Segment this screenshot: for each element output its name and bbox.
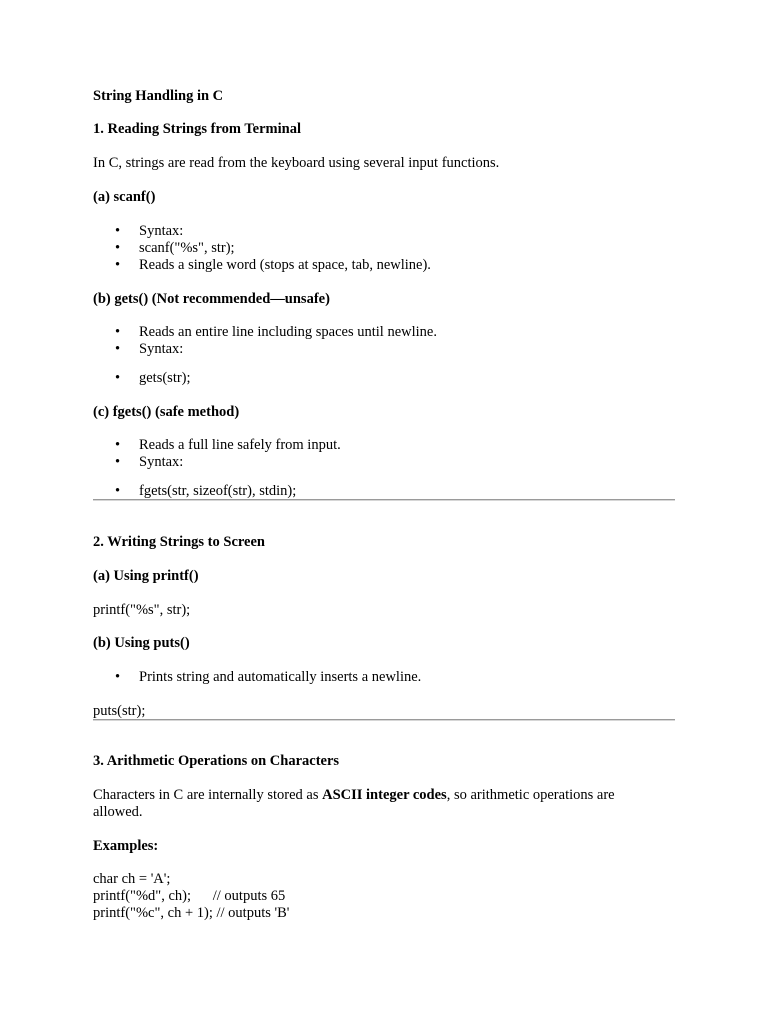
bullet-icon: •	[115, 324, 121, 340]
list-item: • Syntax:	[115, 223, 184, 239]
section-3-paragraph-line2: allowed.	[93, 804, 143, 820]
horizontal-rule	[93, 499, 675, 501]
list-item: • gets(str);	[115, 370, 191, 386]
horizontal-rule	[93, 719, 675, 721]
document-title: String Handling in C	[93, 88, 224, 104]
bullet-icon: •	[115, 437, 121, 453]
bullet-icon: •	[115, 257, 121, 273]
fgets-heading: (c) fgets() (safe method)	[93, 404, 240, 420]
section-3-heading: 3. Arithmetic Operations on Characters	[93, 753, 340, 769]
section-1-heading: 1. Reading Strings from Terminal	[93, 121, 301, 137]
bullet-icon: •	[115, 370, 121, 386]
section-1-intro: In C, strings are read from the keyboard using several input functions.	[93, 155, 500, 171]
bullet-icon: •	[115, 483, 121, 499]
printf-code: printf("%s", str);	[93, 602, 191, 618]
list-item: • Syntax:	[115, 341, 184, 357]
puts-code: puts(str);	[93, 703, 146, 719]
section-3-paragraph: Characters in C are internally stored as ASCII integer codes, so arithmetic operations are	[93, 787, 615, 803]
bullet-icon: •	[115, 454, 121, 470]
section-2-heading: 2. Writing Strings to Screen	[93, 534, 265, 550]
bullet-icon: •	[115, 223, 121, 239]
list-item: • Reads a full line safely from input.	[115, 437, 341, 453]
list-item: • Syntax:	[115, 454, 184, 470]
list-item: • Reads a single word (stops at space, tab, newline).	[115, 257, 431, 273]
code-line: printf("%c", ch + 1); // outputs 'B'	[93, 905, 290, 921]
examples-heading: Examples:	[93, 838, 159, 854]
bullet-icon: •	[115, 669, 121, 685]
printf-heading: (a) Using printf()	[93, 568, 199, 584]
list-item: • Reads an entire line including spaces until newline.	[115, 324, 437, 340]
puts-heading: (b) Using puts()	[93, 635, 190, 651]
gets-heading: (b) gets() (Not recommended—unsafe)	[93, 291, 330, 307]
scanf-heading: (a) scanf()	[93, 189, 156, 205]
list-item: • scanf("%s", str);	[115, 240, 235, 256]
code-line: printf("%d", ch); // outputs 65	[93, 888, 286, 904]
list-item: • fgets(str, sizeof(str), stdin);	[115, 483, 297, 499]
bullet-icon: •	[115, 341, 121, 357]
code-line: char ch = 'A';	[93, 871, 171, 887]
list-item: • Prints string and automatically inserts a newline.	[115, 669, 422, 685]
bullet-icon: •	[115, 240, 121, 256]
